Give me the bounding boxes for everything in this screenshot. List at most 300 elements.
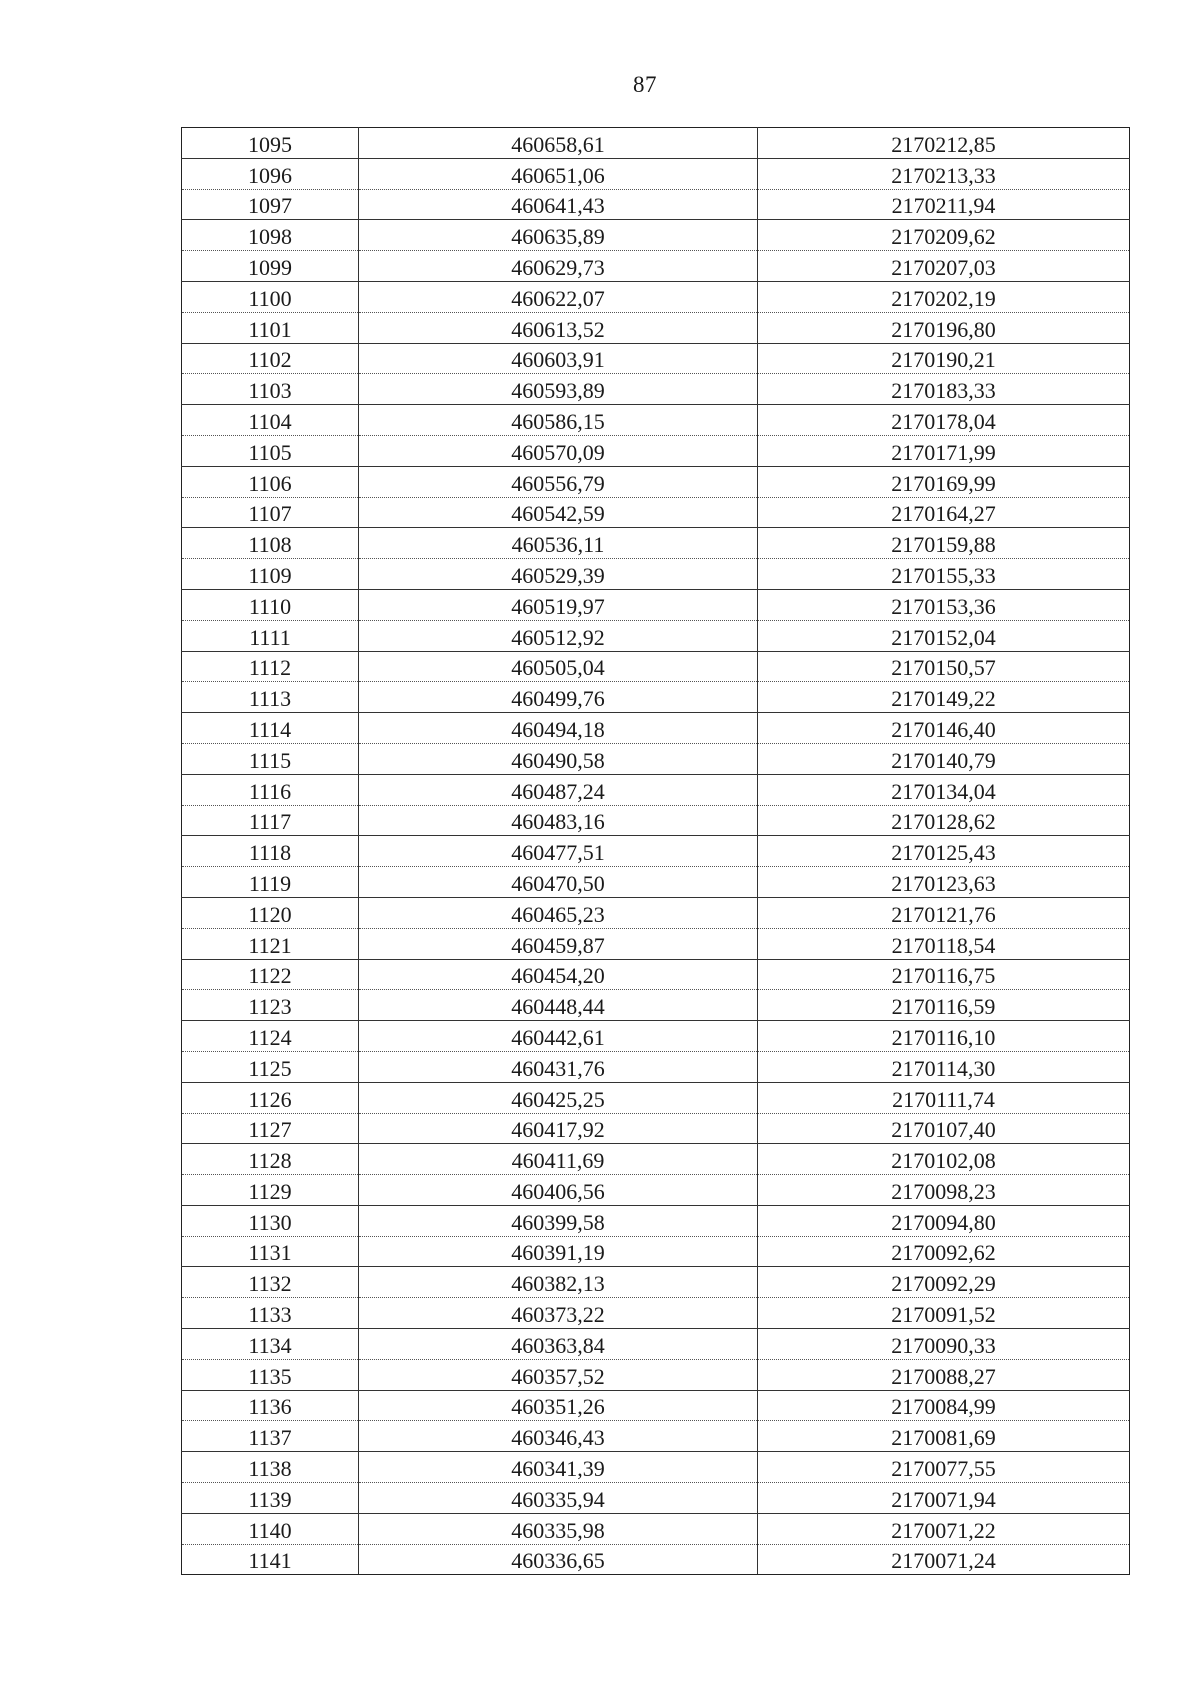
y-coordinate-cell-text: 2170121,76: [891, 901, 996, 927]
point-number-cell-text: 1140: [248, 1517, 292, 1543]
point-number-cell: [182, 743, 359, 774]
point-number-cell: [182, 1021, 359, 1052]
x-coordinate-cell: [359, 1390, 758, 1421]
x-coordinate-cell-text: 460470,50: [511, 870, 605, 896]
y-coordinate-cell-text: 2170116,75: [891, 963, 996, 989]
x-coordinate-cell: [359, 1205, 758, 1236]
y-coordinate-cell: [758, 897, 1130, 928]
x-coordinate-cell: [359, 928, 758, 959]
x-coordinate-cell: [359, 620, 758, 651]
x-coordinate-cell-text: 460570,09: [511, 439, 605, 465]
x-coordinate-cell-text: 460454,20: [511, 963, 605, 989]
x-coordinate-cell-text: 460641,43: [511, 193, 605, 219]
y-coordinate-cell: [758, 959, 1130, 990]
x-coordinate-cell: [359, 836, 758, 867]
y-coordinate-cell: [758, 1267, 1130, 1298]
y-coordinate-cell-text: 2170190,21: [891, 347, 996, 373]
table-row: [182, 1359, 1130, 1390]
point-number-cell-text: 1132: [248, 1271, 292, 1297]
y-coordinate-cell-text: 2170164,27: [891, 501, 996, 527]
x-coordinate-cell-text: 460499,76: [511, 686, 605, 712]
x-coordinate-cell-text: 460556,79: [511, 470, 605, 496]
x-coordinate-cell-text: 460586,15: [511, 408, 605, 434]
y-coordinate-cell: [758, 1544, 1130, 1575]
point-number-cell-text: 1097: [248, 193, 292, 219]
y-coordinate-cell-text: 2170092,62: [891, 1240, 996, 1266]
point-number-cell: [182, 1175, 359, 1206]
table-row: [182, 928, 1130, 959]
point-number-cell: [182, 1298, 359, 1329]
point-number-cell-text: 1137: [248, 1425, 292, 1451]
y-coordinate-cell: [758, 836, 1130, 867]
point-number-cell: [182, 497, 359, 528]
y-coordinate-cell: [758, 743, 1130, 774]
table-row: [182, 1390, 1130, 1421]
x-coordinate-cell-text: 460382,13: [511, 1271, 605, 1297]
y-coordinate-cell-text: 2170153,36: [891, 593, 996, 619]
point-number-cell: [182, 251, 359, 282]
x-coordinate-cell-text: 460505,04: [511, 655, 605, 681]
point-number-cell: [182, 128, 359, 159]
y-coordinate-cell: [758, 128, 1130, 159]
y-coordinate-cell-text: 2170071,94: [891, 1486, 996, 1512]
x-coordinate-cell-text: 460519,97: [511, 593, 605, 619]
y-coordinate-cell: [758, 220, 1130, 251]
y-coordinate-cell-text: 2170155,33: [891, 562, 996, 588]
x-coordinate-cell-text: 460431,76: [511, 1055, 605, 1081]
y-coordinate-cell-text: 2170098,23: [891, 1178, 996, 1204]
point-number-cell-text: 1129: [248, 1178, 292, 1204]
table-row: [182, 528, 1130, 559]
table-row: [182, 312, 1130, 343]
y-coordinate-cell-text: 2170118,54: [891, 932, 996, 958]
x-coordinate-cell: [359, 743, 758, 774]
point-number-cell-text: 1127: [248, 1117, 292, 1143]
x-coordinate-cell: [359, 1513, 758, 1544]
y-coordinate-cell: [758, 281, 1130, 312]
point-number-cell: [182, 928, 359, 959]
point-number-cell: [182, 405, 359, 436]
x-coordinate-cell: [359, 1236, 758, 1267]
y-coordinate-cell: [758, 1359, 1130, 1390]
table-row: [182, 466, 1130, 497]
table-row: [182, 1267, 1130, 1298]
point-number-cell-text: 1116: [248, 778, 292, 804]
point-number-cell-text: 1124: [248, 1024, 292, 1050]
y-coordinate-cell-text: 2170213,33: [891, 162, 996, 188]
y-coordinate-cell: [758, 1175, 1130, 1206]
x-coordinate-cell: [359, 651, 758, 682]
y-coordinate-cell: [758, 1329, 1130, 1360]
point-number-cell: [182, 559, 359, 590]
x-coordinate-cell-text: 460341,39: [511, 1456, 605, 1482]
point-number-cell: [182, 466, 359, 497]
x-coordinate-cell-text: 460477,51: [511, 840, 605, 866]
x-coordinate-cell: [359, 312, 758, 343]
table-row: [182, 1082, 1130, 1113]
y-coordinate-cell: [758, 1144, 1130, 1175]
point-number-cell-text: 1095: [248, 131, 292, 157]
y-coordinate-cell: [758, 312, 1130, 343]
y-coordinate-cell: [758, 497, 1130, 528]
x-coordinate-cell-text: 460406,56: [511, 1178, 605, 1204]
y-coordinate-cell: [758, 343, 1130, 374]
x-coordinate-cell: [359, 528, 758, 559]
x-coordinate-cell: [359, 1082, 758, 1113]
table-row: [182, 374, 1130, 405]
y-coordinate-cell: [758, 1390, 1130, 1421]
point-number-cell: [182, 713, 359, 744]
x-coordinate-cell-text: 460593,89: [511, 378, 605, 404]
point-number-cell-text: 1118: [248, 840, 292, 866]
table-row: [182, 281, 1130, 312]
y-coordinate-cell-text: 2170159,88: [891, 532, 996, 558]
table-row: [182, 1113, 1130, 1144]
point-number-cell: [182, 651, 359, 682]
table-row: [182, 1513, 1130, 1544]
y-coordinate-cell-text: 2170116,59: [891, 994, 996, 1020]
point-number-cell-text: 1115: [248, 747, 292, 773]
x-coordinate-cell: [359, 559, 758, 590]
x-coordinate-cell: [359, 405, 758, 436]
x-coordinate-cell: [359, 867, 758, 898]
point-number-cell-text: 1098: [248, 224, 292, 250]
x-coordinate-cell: [359, 1544, 758, 1575]
x-coordinate-cell-text: 460357,52: [511, 1363, 605, 1389]
y-coordinate-cell: [758, 774, 1130, 805]
table-row: [182, 1452, 1130, 1483]
point-number-cell: [182, 1082, 359, 1113]
x-coordinate-cell: [359, 589, 758, 620]
y-coordinate-cell: [758, 1082, 1130, 1113]
y-coordinate-cell-text: 2170091,52: [891, 1302, 996, 1328]
x-coordinate-cell-text: 460490,58: [511, 747, 605, 773]
x-coordinate-cell: [359, 959, 758, 990]
table-row: [182, 1021, 1130, 1052]
x-coordinate-cell-text: 460351,26: [511, 1394, 605, 1420]
point-number-cell: [182, 1329, 359, 1360]
point-number-cell-text: 1126: [248, 1086, 292, 1112]
point-number-cell-text: 1099: [248, 254, 292, 280]
point-number-cell: [182, 774, 359, 805]
point-number-cell: [182, 343, 359, 374]
y-coordinate-cell: [758, 713, 1130, 744]
x-coordinate-cell-text: 460487,24: [511, 778, 605, 804]
y-coordinate-cell: [758, 1452, 1130, 1483]
x-coordinate-cell: [359, 1267, 758, 1298]
y-coordinate-cell: [758, 928, 1130, 959]
y-coordinate-cell: [758, 189, 1130, 220]
point-number-cell-text: 1105: [248, 439, 292, 465]
x-coordinate-cell: [359, 1051, 758, 1082]
y-coordinate-cell-text: 2170111,74: [892, 1086, 995, 1112]
y-coordinate-cell: [758, 374, 1130, 405]
point-number-cell: [182, 682, 359, 713]
point-number-cell: [182, 374, 359, 405]
x-coordinate-cell: [359, 1452, 758, 1483]
point-number-cell: [182, 1267, 359, 1298]
y-coordinate-cell-text: 2170077,55: [891, 1456, 996, 1482]
x-coordinate-cell: [359, 1421, 758, 1452]
point-number-cell: [182, 1390, 359, 1421]
x-coordinate-cell: [359, 1113, 758, 1144]
table-row: [182, 743, 1130, 774]
point-number-cell: [182, 1236, 359, 1267]
point-number-cell: [182, 990, 359, 1021]
table-row: [182, 867, 1130, 898]
point-number-cell: [182, 897, 359, 928]
y-coordinate-cell-text: 2170150,57: [891, 655, 996, 681]
y-coordinate-cell: [758, 1113, 1130, 1144]
point-number-cell: [182, 836, 359, 867]
y-coordinate-cell-text: 2170211,94: [891, 193, 996, 219]
x-coordinate-cell: [359, 497, 758, 528]
y-coordinate-cell-text: 2170116,10: [891, 1024, 996, 1050]
y-coordinate-cell-text: 2170102,08: [891, 1148, 996, 1174]
point-number-cell: [182, 1051, 359, 1082]
y-coordinate-cell: [758, 1421, 1130, 1452]
point-number-cell: [182, 1359, 359, 1390]
x-coordinate-cell-text: 460483,16: [511, 809, 605, 835]
y-coordinate-cell: [758, 1205, 1130, 1236]
y-coordinate-cell-text: 2170140,79: [891, 747, 996, 773]
table-row: [182, 682, 1130, 713]
point-number-cell: [182, 1113, 359, 1144]
table-row: [182, 1175, 1130, 1206]
x-coordinate-cell-text: 460346,43: [511, 1425, 605, 1451]
point-number-cell: [182, 959, 359, 990]
point-number-cell-text: 1109: [248, 562, 292, 588]
y-coordinate-cell-text: 2170207,03: [891, 254, 996, 280]
y-coordinate-cell-text: 2170152,04: [891, 624, 996, 650]
x-coordinate-cell: [359, 1021, 758, 1052]
x-coordinate-cell: [359, 158, 758, 189]
x-coordinate-cell-text: 460363,84: [511, 1332, 605, 1358]
y-coordinate-cell: [758, 990, 1130, 1021]
table-row: [182, 435, 1130, 466]
point-number-cell-text: 1120: [248, 901, 292, 927]
y-coordinate-cell-text: 2170149,22: [891, 686, 996, 712]
y-coordinate-cell-text: 2170212,85: [891, 131, 996, 157]
point-number-cell-text: 1125: [248, 1055, 292, 1081]
y-coordinate-cell-text: 2170202,19: [891, 285, 996, 311]
y-coordinate-cell-text: 2170171,99: [891, 439, 996, 465]
y-coordinate-cell: [758, 559, 1130, 590]
x-coordinate-cell-text: 460651,06: [511, 162, 605, 188]
point-number-cell: [182, 528, 359, 559]
point-number-cell-text: 1130: [248, 1209, 292, 1235]
table-row: [182, 251, 1130, 282]
point-number-cell-text: 1139: [248, 1486, 292, 1512]
y-coordinate-cell: [758, 620, 1130, 651]
point-number-cell-text: 1107: [248, 501, 292, 527]
point-number-cell-text: 1134: [248, 1332, 292, 1358]
x-coordinate-cell-text: 460465,23: [511, 901, 605, 927]
point-number-cell-text: 1117: [248, 809, 292, 835]
x-coordinate-cell-text: 460603,91: [511, 347, 605, 373]
point-number-cell-text: 1128: [248, 1148, 292, 1174]
x-coordinate-cell: [359, 713, 758, 744]
x-coordinate-cell: [359, 990, 758, 1021]
y-coordinate-cell-text: 2170146,40: [891, 716, 996, 742]
table-row: [182, 559, 1130, 590]
point-number-cell-text: 1108: [248, 532, 292, 558]
x-coordinate-cell-text: 460391,19: [511, 1240, 605, 1266]
table-row: [182, 189, 1130, 220]
y-coordinate-cell-text: 2170169,99: [891, 470, 996, 496]
y-coordinate-cell: [758, 158, 1130, 189]
y-coordinate-cell-text: 2170092,29: [891, 1271, 996, 1297]
table-row: [182, 774, 1130, 805]
table-row: [182, 990, 1130, 1021]
x-coordinate-cell: [359, 897, 758, 928]
x-coordinate-cell: [359, 774, 758, 805]
table-row: [182, 497, 1130, 528]
point-number-cell-text: 1141: [248, 1548, 292, 1574]
point-number-cell: [182, 1483, 359, 1514]
point-number-cell-text: 1110: [248, 593, 292, 619]
point-number-cell-text: 1100: [248, 285, 292, 311]
point-number-cell: [182, 312, 359, 343]
point-number-cell-text: 1103: [248, 378, 292, 404]
point-number-cell: [182, 620, 359, 651]
y-coordinate-cell-text: 2170209,62: [891, 224, 996, 250]
y-coordinate-cell-text: 2170134,04: [891, 778, 996, 804]
y-coordinate-cell: [758, 1236, 1130, 1267]
x-coordinate-cell: [359, 128, 758, 159]
point-number-cell: [182, 281, 359, 312]
y-coordinate-cell: [758, 1513, 1130, 1544]
y-coordinate-cell-text: 2170081,69: [891, 1425, 996, 1451]
point-number-cell: [182, 1452, 359, 1483]
x-coordinate-cell-text: 460459,87: [511, 932, 605, 958]
point-number-cell: [182, 158, 359, 189]
point-number-cell-text: 1114: [248, 716, 292, 742]
x-coordinate-cell-text: 460494,18: [511, 716, 605, 742]
y-coordinate-cell: [758, 651, 1130, 682]
table-row: [182, 836, 1130, 867]
x-coordinate-cell-text: 460425,25: [511, 1086, 605, 1112]
x-coordinate-cell: [359, 1483, 758, 1514]
y-coordinate-cell-text: 2170071,24: [891, 1548, 996, 1574]
page-number: 87: [633, 72, 657, 97]
point-number-cell-text: 1096: [248, 162, 292, 188]
x-coordinate-cell: [359, 281, 758, 312]
x-coordinate-cell-text: 460629,73: [511, 254, 605, 280]
x-coordinate-cell-text: 460613,52: [511, 316, 605, 342]
x-coordinate-cell: [359, 466, 758, 497]
x-coordinate-cell-text: 460512,92: [511, 624, 605, 650]
point-number-cell-text: 1133: [248, 1302, 292, 1328]
x-coordinate-cell: [359, 220, 758, 251]
y-coordinate-cell: [758, 528, 1130, 559]
x-coordinate-cell-text: 460373,22: [511, 1302, 605, 1328]
y-coordinate-cell: [758, 466, 1130, 497]
point-number-cell-text: 1135: [248, 1363, 292, 1389]
point-number-cell: [182, 1544, 359, 1575]
x-coordinate-cell: [359, 1175, 758, 1206]
x-coordinate-cell: [359, 374, 758, 405]
y-coordinate-cell-text: 2170084,99: [891, 1394, 996, 1420]
x-coordinate-cell-text: 460622,07: [511, 285, 605, 311]
table-row: [182, 651, 1130, 682]
y-coordinate-cell-text: 2170090,33: [891, 1332, 996, 1358]
x-coordinate-cell: [359, 343, 758, 374]
point-number-cell: [182, 867, 359, 898]
x-coordinate-cell-text: 460335,94: [511, 1486, 605, 1512]
y-coordinate-cell-text: 2170123,63: [891, 870, 996, 896]
x-coordinate-cell: [359, 251, 758, 282]
x-coordinate-cell: [359, 1329, 758, 1360]
y-coordinate-cell: [758, 405, 1130, 436]
point-number-cell-text: 1112: [248, 655, 292, 681]
y-coordinate-cell-text: 2170183,33: [891, 378, 996, 404]
x-coordinate-cell-text: 460417,92: [511, 1117, 605, 1143]
coordinates-table: [181, 127, 1130, 1575]
x-coordinate-cell-text: 460335,98: [511, 1517, 605, 1543]
table-row: [182, 343, 1130, 374]
x-coordinate-cell: [359, 1359, 758, 1390]
point-number-cell-text: 1111: [249, 624, 291, 650]
table-row: [182, 1298, 1130, 1329]
point-number-cell: [182, 220, 359, 251]
y-coordinate-cell: [758, 805, 1130, 836]
point-number-cell-text: 1123: [248, 994, 292, 1020]
y-coordinate-cell-text: 2170107,40: [891, 1117, 996, 1143]
coordinates-table-body: [182, 128, 1130, 1575]
table-row: [182, 405, 1130, 436]
y-coordinate-cell: [758, 435, 1130, 466]
table-row: [182, 713, 1130, 744]
point-number-cell-text: 1113: [248, 686, 292, 712]
y-coordinate-cell-text: 2170128,62: [891, 809, 996, 835]
y-coordinate-cell: [758, 1298, 1130, 1329]
x-coordinate-cell-text: 460658,61: [511, 131, 605, 157]
table-row: [182, 158, 1130, 189]
y-coordinate-cell: [758, 867, 1130, 898]
point-number-cell-text: 1102: [248, 347, 292, 373]
table-row: [182, 1483, 1130, 1514]
point-number-cell: [182, 1144, 359, 1175]
point-number-cell-text: 1131: [248, 1240, 292, 1266]
x-coordinate-cell-text: 460336,65: [511, 1548, 605, 1574]
y-coordinate-cell: [758, 1051, 1130, 1082]
point-number-cell-text: 1122: [248, 963, 292, 989]
table-row: [182, 620, 1130, 651]
table-row: [182, 805, 1130, 836]
y-coordinate-cell: [758, 1483, 1130, 1514]
x-coordinate-cell: [359, 682, 758, 713]
x-coordinate-cell: [359, 1298, 758, 1329]
y-coordinate-cell: [758, 251, 1130, 282]
table-row: [182, 589, 1130, 620]
y-coordinate-cell-text: 2170125,43: [891, 840, 996, 866]
x-coordinate-cell-text: 460635,89: [511, 224, 605, 250]
x-coordinate-cell-text: 460529,39: [511, 562, 605, 588]
x-coordinate-cell: [359, 435, 758, 466]
table-row: [182, 1144, 1130, 1175]
table-row: [182, 220, 1130, 251]
point-number-cell: [182, 805, 359, 836]
x-coordinate-cell-text: 460536,11: [511, 532, 605, 558]
point-number-cell: [182, 1421, 359, 1452]
y-coordinate-cell-text: 2170178,04: [891, 408, 996, 434]
y-coordinate-cell-text: 2170114,30: [891, 1055, 996, 1081]
y-coordinate-cell-text: 2170071,22: [891, 1517, 996, 1543]
table-row: [182, 1544, 1130, 1575]
x-coordinate-cell-text: 460542,59: [511, 501, 605, 527]
point-number-cell: [182, 189, 359, 220]
